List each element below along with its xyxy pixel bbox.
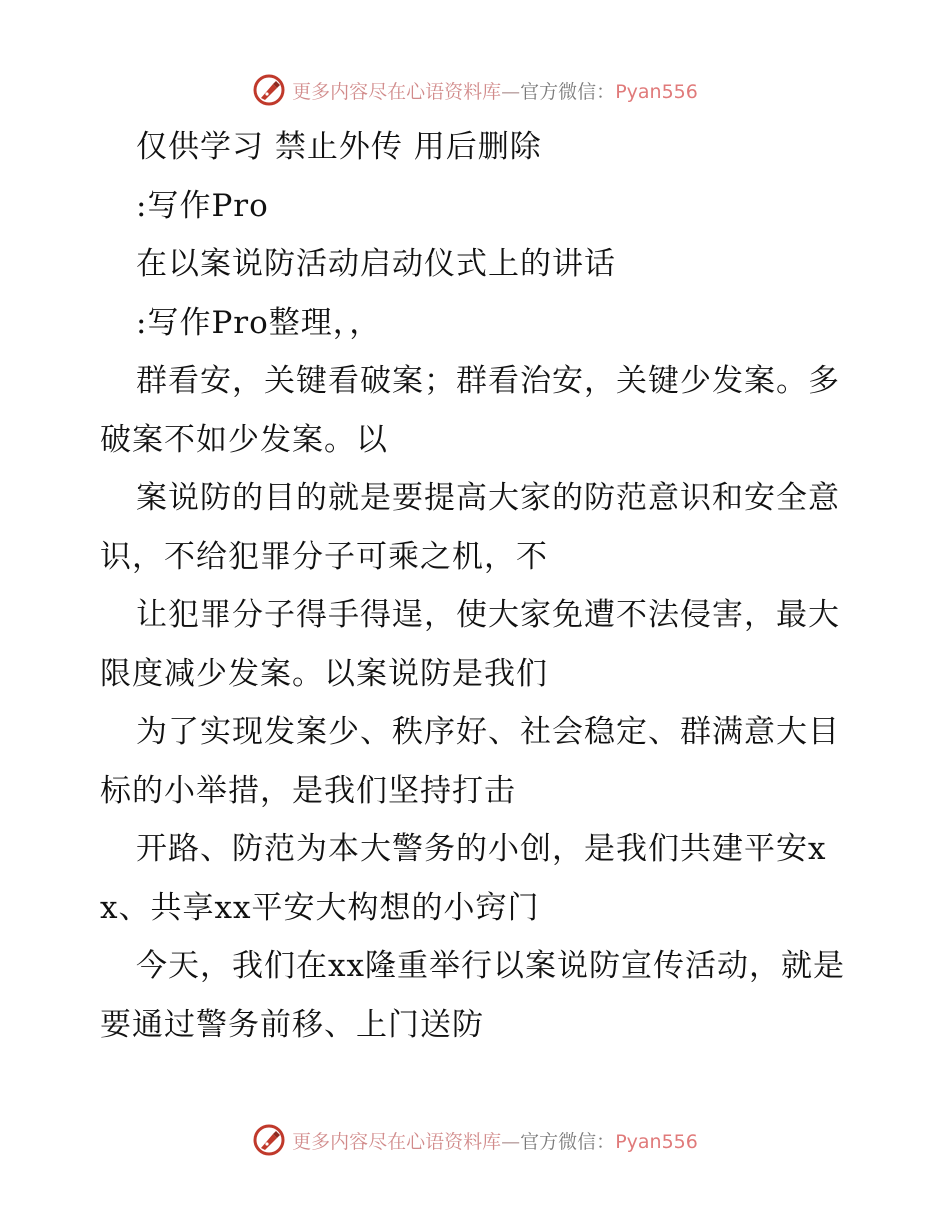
- header-banner-wechat-label: 官方微信：: [520, 80, 616, 103]
- paragraph-author: :写作Pro: [136, 187, 269, 224]
- header-banner-dash: —: [501, 80, 521, 103]
- header-banner: [0, 70, 950, 110]
- paragraph-body-5: 开路、防范为本大警务的小创，是我们共建平安xx、共享xx平安大构想的小窍门: [100, 831, 827, 926]
- paragraph-body-4: 为了实现发案少、秩序好、社会稳定、群满意大目标的小举措，是我们坚持打击: [100, 714, 840, 809]
- footer-banner-text: [292, 1127, 698, 1154]
- paragraph-body-6: 今天，我们在xx隆重举行以案说防宣传活动，就是要通过警务前移、上门送防: [100, 948, 845, 1043]
- footer-banner-site: 更多内容尽在心语资料库: [292, 1130, 502, 1153]
- paragraph-body-2: 案说防的目的就是要提高大家的防范意识和安全意识，不给犯罪分子可乘之机，不: [100, 480, 840, 575]
- header-banner-site: 更多内容尽在心语资料库: [292, 80, 502, 103]
- header-banner-handle: Pyan556: [615, 80, 698, 103]
- footer-banner-dash: —: [501, 1130, 521, 1153]
- header-banner-text: [292, 77, 698, 104]
- header-banner-inner: [252, 73, 698, 107]
- document-body: [100, 118, 860, 1054]
- footer-banner-inner: [252, 1123, 698, 1157]
- paragraph-body-3: 让犯罪分子得手得逞，使大家免遭不法侵害，最大限度减少发案。以案说防是我们: [100, 597, 840, 692]
- footer-banner-wechat-label: 官方微信：: [520, 1130, 616, 1153]
- paragraph-organizer: :写作Pro整理，，: [136, 304, 382, 341]
- paragraph-title: 在以案说防活动启动仪式上的讲话: [136, 246, 616, 282]
- paragraph-body-1: 群看安，关键看破案；群看治安，关键少发案。多破案不如少发案。以: [100, 363, 840, 458]
- pen-nib-logo-icon: [252, 1123, 286, 1157]
- pen-nib-logo-icon: [252, 73, 286, 107]
- paragraph-notice: 仅供学习 禁止外传 用后删除: [136, 129, 542, 165]
- footer-banner: [0, 1120, 950, 1160]
- footer-banner-handle: Pyan556: [615, 1130, 698, 1153]
